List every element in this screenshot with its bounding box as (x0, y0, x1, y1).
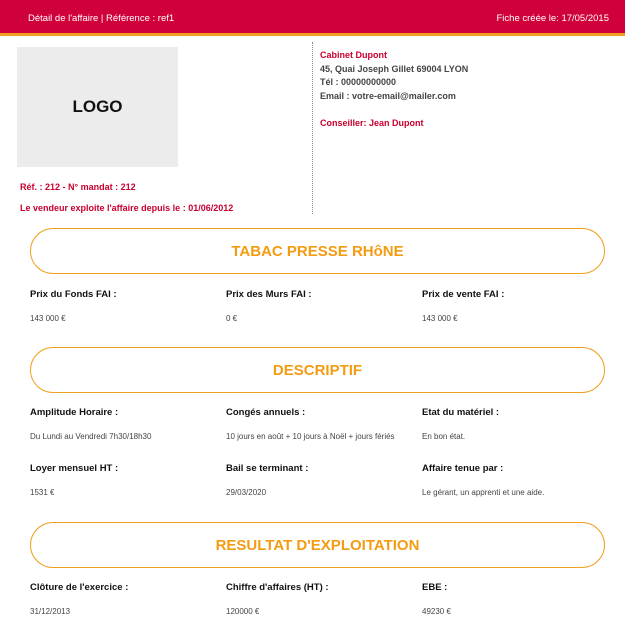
affaire-tenue-value: Le gérant, un apprenti et une aide. (422, 488, 545, 497)
price-vente-label: Prix de vente FAI : (422, 289, 505, 300)
cloture-exercice-value: 31/12/2013 (30, 607, 71, 616)
amplitude-horaire (30, 407, 215, 441)
section-title-business: TABAC PRESSE RHôNE (30, 228, 605, 274)
etat-materiel-value: En bon état. (422, 432, 466, 441)
agency-name: Cabinet Dupont (320, 50, 387, 60)
vertical-divider (312, 42, 313, 214)
seller-since: Le vendeur exploite l'affaire depuis le : 01/06/2012 (20, 203, 234, 213)
price-vente-value: 143 000 € (422, 314, 458, 323)
conges-annuels (226, 407, 411, 441)
price-murs (226, 289, 411, 323)
loyer-mensuel-label: Loyer mensuel HT : (30, 463, 119, 474)
agency-advisor: Conseiller: Jean Dupont (320, 118, 424, 128)
agency-address: 45, Quai Joseph Gillet 69004 LYON (320, 63, 469, 74)
price-fonds-label: Prix du Fonds FAI : (30, 289, 117, 300)
affaire-tenue (422, 463, 607, 497)
price-fonds-value: 143 000 € (30, 314, 66, 323)
bail-fin (226, 463, 411, 497)
chiffre-affaires-value: 120000 € (226, 607, 260, 616)
price-murs-label: Prix des Murs FAI : (226, 289, 312, 300)
price-murs-value: 0 € (226, 314, 238, 323)
affaire-tenue-label: Affaire tenue par : (422, 463, 504, 474)
agency-block (320, 49, 468, 131)
cloture-exercice (30, 582, 215, 616)
conges-annuels-value: 10 jours en août + 10 jours à Noël + jours fériés (226, 432, 395, 441)
header-reference: Détail de l'affaire | Référence : ref1 (28, 13, 175, 24)
price-fonds (30, 289, 215, 323)
logo-placeholder: LOGO (17, 47, 178, 167)
etat-materiel-label: Etat du matériel : (422, 407, 500, 418)
etat-materiel (422, 407, 607, 441)
amplitude-horaire-value: Du Lundi au Vendredi 7h30/18h30 (30, 432, 152, 441)
chiffre-affaires-label: Chiffre d'affaires (HT) : (226, 582, 329, 593)
agency-email: Email : votre-email@mailer.com (320, 90, 456, 101)
cloture-exercice-label: Clôture de l'exercice : (30, 582, 129, 593)
bail-fin-label: Bail se terminant : (226, 463, 309, 474)
amplitude-horaire-label: Amplitude Horaire : (30, 407, 119, 418)
loyer-mensuel-value: 1531 € (30, 488, 55, 497)
loyer-mensuel (30, 463, 215, 497)
reference-mandate: Réf. : 212 - N° mandat : 212 (20, 182, 136, 192)
ebe-label: EBE : (422, 582, 448, 593)
ebe-value: 49230 € (422, 607, 451, 616)
header-creation-date: Fiche créée le: 17/05/2015 (496, 13, 609, 24)
header-bar (0, 0, 625, 36)
ebe (422, 582, 607, 616)
chiffre-affaires (226, 582, 411, 616)
price-vente (422, 289, 607, 323)
section-resultat: RESULTAT D'EXPLOITATION (30, 522, 605, 568)
conges-annuels-label: Congés annuels : (226, 407, 306, 418)
bail-fin-value: 29/03/2020 (226, 488, 267, 497)
section-descriptif: DESCRIPTIF (30, 347, 605, 393)
agency-phone: Tél : 00000000000 (320, 77, 397, 87)
